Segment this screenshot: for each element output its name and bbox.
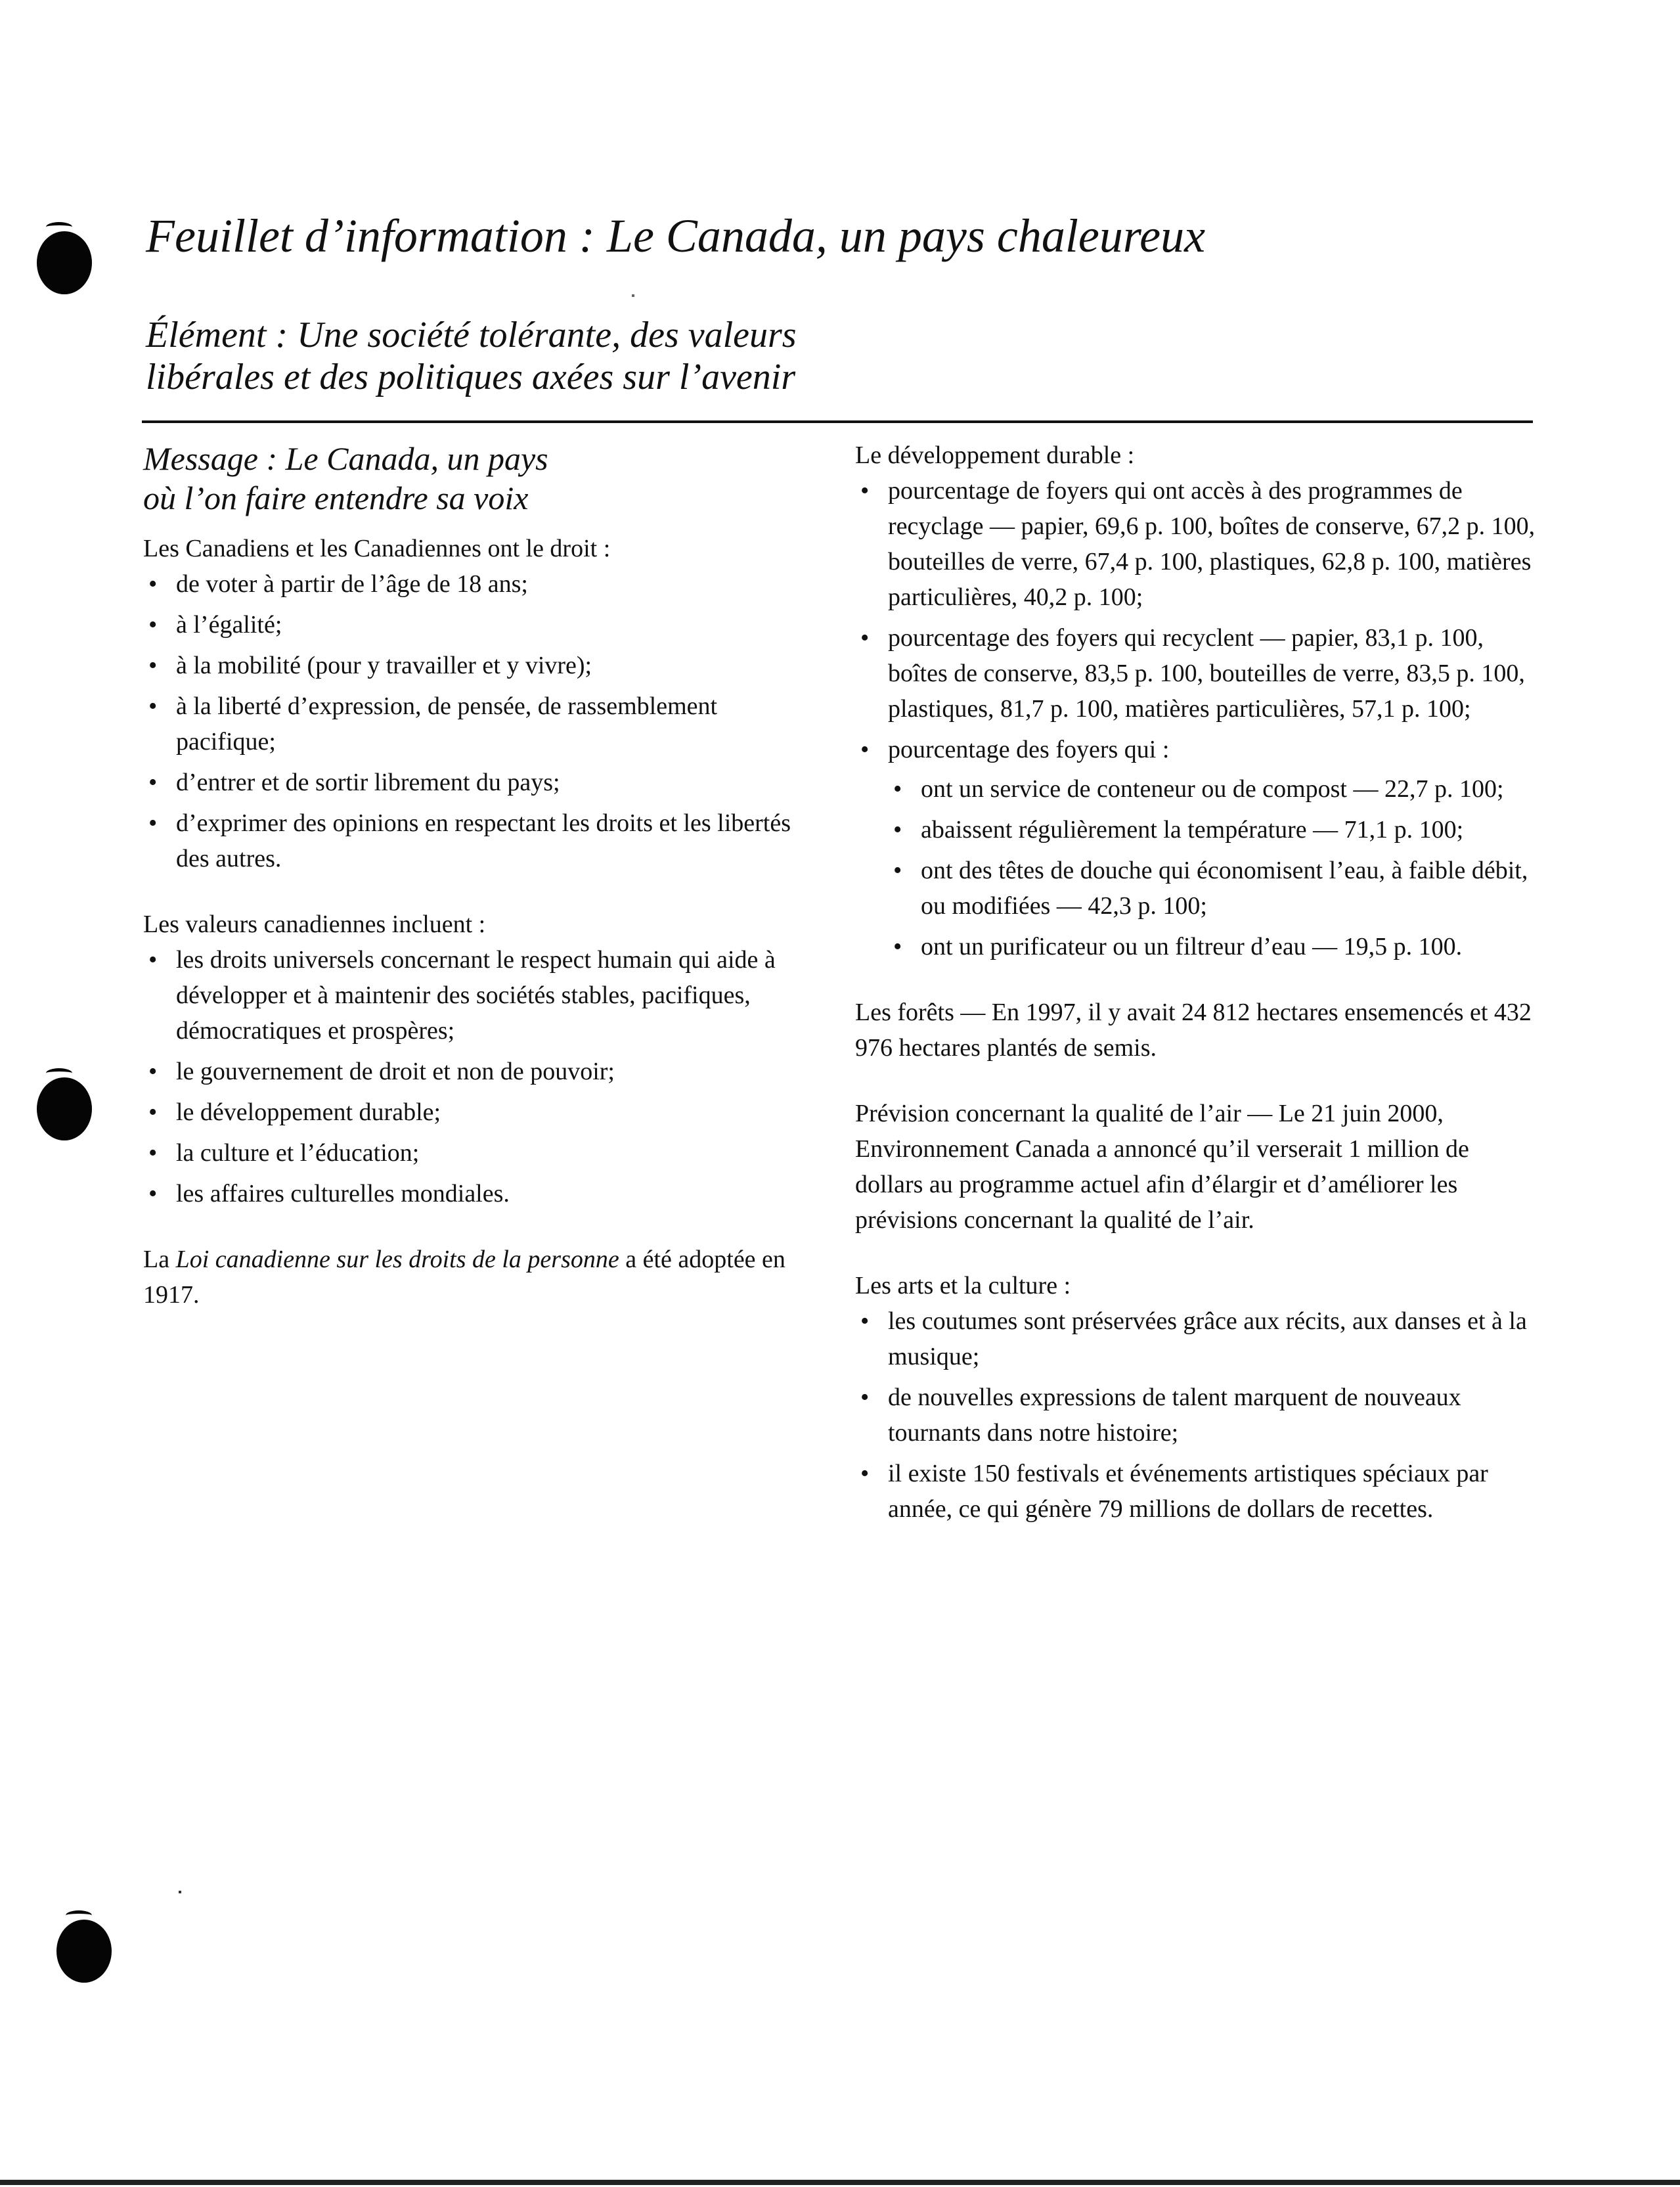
page-subtitle <box>146 314 797 398</box>
law-title: Loi canadienne sur les droits de la personne <box>175 1246 619 1273</box>
values-intro: Les valeurs canadiennes incluent : <box>143 911 486 938</box>
punch-hole-bottom <box>56 1920 112 1983</box>
page-title: Feuillet d’information : Le Canada, un pays chaleureux <box>146 210 1206 262</box>
rights-intro: Les Canadiens et les Canadiennes ont le droit : <box>143 535 611 562</box>
dev-list <box>855 473 1538 964</box>
arts-list <box>855 1303 1538 1527</box>
list-item: • les droits universels concernant le respect humain qui aide à développer et à maintenir des sociétés stables, pacifiques, démocratiques et prospères; <box>143 942 800 1048</box>
list-item <box>855 732 1538 964</box>
list-item: • à l’égalité; <box>143 607 800 643</box>
speck <box>179 1891 181 1893</box>
subtitle-line-2: libérales et des politiques axées sur l’avenir <box>146 357 796 397</box>
sub-list-item: • abaissent régulièrement la température — 71,1 p. 100; <box>888 812 1538 847</box>
list-item: • pourcentage de foyers qui ont accès à des programmes de recyclage — papier, 69,6 p. 100, boîtes de conserve, 67,2 p. 100, bouteilles de verre, 67,4 p. 100, plastiques, 62,8 p. 100, matières particulières, 40,2 p. 100; <box>855 473 1538 615</box>
message-line-2: où l’on faire entendre sa voix <box>143 480 529 516</box>
list-item: • le gouvernement de droit et non de pouvoir; <box>143 1054 800 1089</box>
rights-list <box>143 566 800 876</box>
header-rule <box>142 420 1533 423</box>
law-suffix: a été adoptée en 1917. <box>143 1246 785 1309</box>
sub-list-item: • ont un service de conteneur ou de compost — 22,7 p. 100; <box>888 771 1538 807</box>
law-prefix: La <box>143 1246 176 1273</box>
message-heading <box>143 439 800 518</box>
forests-paragraph: Les forêts — En 1997, il y avait 24 812 hectares ensemencés et 432 976 hectares plantés de semis. <box>855 999 1532 1062</box>
list-item: • d’entrer et de sortir librement du pays; <box>143 765 800 800</box>
list-item: • d’exprimer des opinions en respectant les droits et les libertés des autres. <box>143 805 800 876</box>
speck <box>632 294 634 297</box>
subtitle-line-1: Élément : Une société tolérante, des valeurs <box>146 315 797 355</box>
arts-intro: Les arts et la culture : <box>855 1272 1071 1299</box>
values-list <box>143 942 800 1211</box>
sub-list-item: • ont des têtes de douche qui économisent l’eau, à faible débit, ou modifiées — 42,3 p. 100; <box>888 853 1538 924</box>
list-item: • il existe 150 festivals et événements artistiques spéciaux par année, ce qui génère 79 millions de dollars de recettes. <box>855 1456 1538 1527</box>
list-item: • la culture et l’éducation; <box>143 1135 800 1171</box>
punch-hole-top <box>37 231 92 294</box>
list-item-label: pourcentage des foyers qui : <box>888 736 1170 763</box>
air-quality-paragraph: Prévision concernant la qualité de l’air — Le 21 juin 2000, Environnement Canada a annoncé qu’il verserait 1 million de dollars au programme actuel afin d’élargir et d’améliorer les prévisions concernant la qualité de l’air. <box>855 1100 1469 1234</box>
list-item: • les coutumes sont préservées grâce aux récits, aux danses et à la musique; <box>855 1303 1538 1374</box>
list-item: • à la mobilité (pour y travailler et y vivre); <box>143 648 800 683</box>
message-line-1: Message : Le Canada, un pays <box>143 440 548 477</box>
sub-list-item: • ont un purificateur ou un filtreur d’eau — 19,5 p. 100. <box>888 929 1538 964</box>
list-item: • à la liberté d’expression, de pensée, de rassemblement pacifique; <box>143 688 800 759</box>
list-item: • les affaires culturelles mondiales. <box>143 1176 800 1211</box>
dev-sub-list <box>888 771 1538 964</box>
list-item: • de nouvelles expressions de talent marquent de nouveaux tournants dans notre histoire; <box>855 1380 1538 1451</box>
punch-hole-middle <box>37 1077 92 1140</box>
left-column <box>143 439 800 1313</box>
scan-edge <box>0 2180 1680 2185</box>
list-item: • le développement durable; <box>143 1094 800 1130</box>
right-column <box>855 438 1538 1532</box>
dev-intro: Le développement durable : <box>855 441 1135 469</box>
list-item: • de voter à partir de l’âge de 18 ans; <box>143 566 800 602</box>
law-paragraph <box>143 1242 800 1313</box>
list-item: • pourcentage des foyers qui recyclent — papier, 83,1 p. 100, boîtes de conserve, 83,5 p. 100, bouteilles de verre, 83,5 p. 100, plastiques, 81,7 p. 100, matières particulières, 57,1 p. 100; <box>855 620 1538 727</box>
